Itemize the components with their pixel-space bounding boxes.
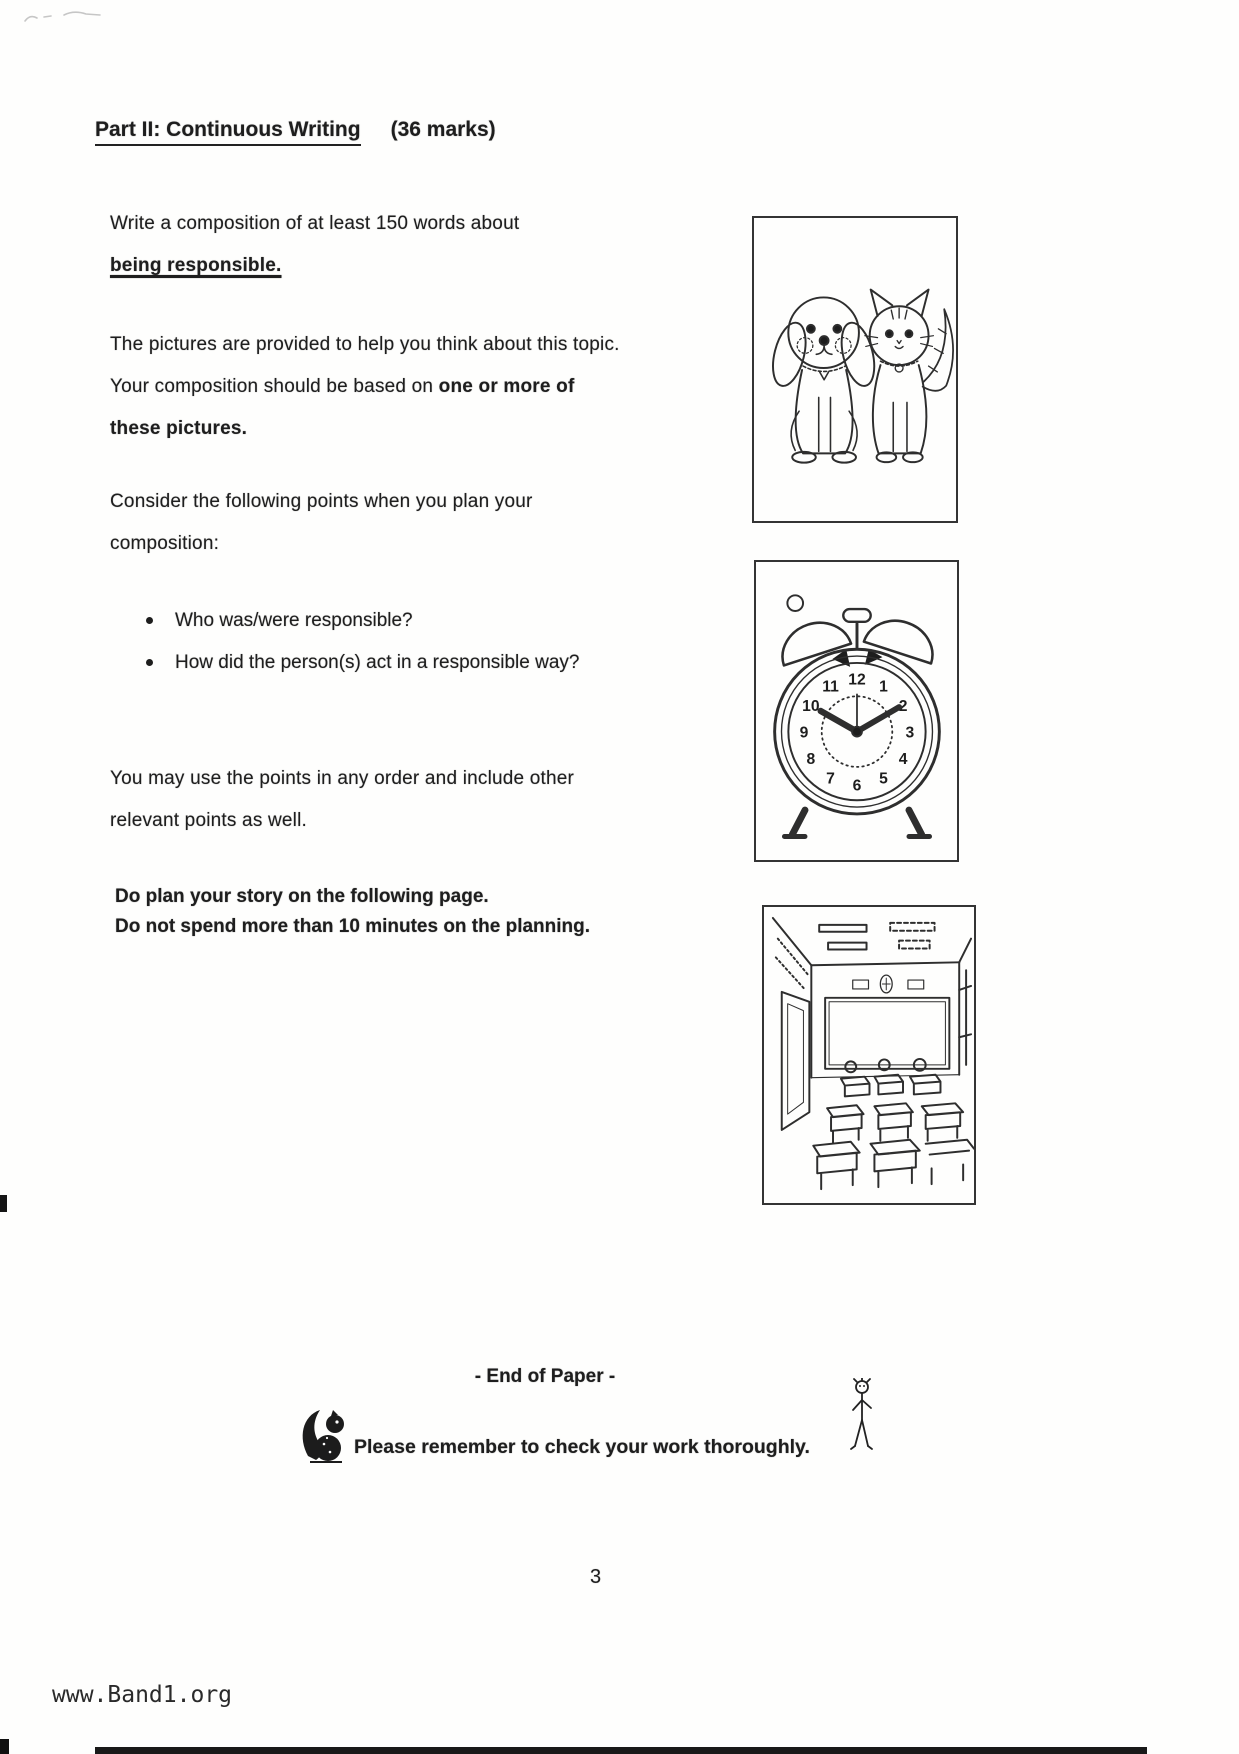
clock-number: 10 [802,698,820,715]
pictures-note-line2-bold: one or more of [438,376,575,397]
stick-figure-clipart [850,1378,874,1456]
classroom-door [782,992,810,1130]
figure-box-classroom [762,905,976,1205]
minute-hand [857,707,899,732]
clock-number: 4 [898,750,908,768]
bullet-icon [146,617,153,624]
pictures-note-line3-bold: these pictures. [110,418,248,439]
list-item [146,642,579,684]
section-marks: (36 marks) [390,118,496,141]
scan-edge-mark [0,1739,9,1754]
figure-box-pets [752,216,958,523]
plan-instructions [115,882,590,942]
consider-paragraph [110,481,533,565]
scan-edge-mark [0,1195,7,1212]
kitten-drawing [865,290,953,463]
squirrel-clipart [298,1404,346,1466]
point-text: How did the person(s) act in a responsible way? [175,652,580,673]
list-item [146,600,579,642]
end-of-paper-text: - End of Paper - [474,1366,616,1387]
composition-topic: being responsible. [110,255,282,276]
intro-paragraph [110,203,519,287]
clock-number: 9 [799,724,809,742]
pictures-note-paragraph [110,324,620,450]
consider-line1: Consider the following points when you plan your [110,491,533,512]
clock-number: 3 [905,724,915,742]
clock-number: 1 [879,678,888,696]
bullet-icon [146,659,153,666]
pictures-note-line1: The pictures are provided to help you think about this topic. [110,334,620,355]
clock-number: 12 [848,671,866,689]
page-number: 3 [590,1566,602,1588]
clock-number: 11 [822,678,839,696]
section-title: Part II: Continuous Writing [95,118,361,146]
order-line1: You may use the points in any order and include other [110,768,575,789]
clock-number: 8 [806,750,816,768]
consider-points-list [146,600,579,684]
plan-line2: Do not spend more than 10 minutes on the planning. [115,916,591,937]
alarm-clock-illustration [756,562,957,860]
hour-hand [821,711,857,732]
reminder-text: Please remember to check your work thoroughly. [354,1436,810,1458]
clock-center-pin [852,727,862,737]
puppy-and-kitten-illustration [754,218,956,521]
intro-line: Write a composition of at least 150 words about [110,213,520,234]
clock-hands [821,694,899,736]
order-note-paragraph [110,758,574,842]
section-heading [95,118,496,146]
point-text: Who was/were responsible? [175,610,413,631]
figure-box-clock [754,560,959,862]
scan-bottom-bar [95,1747,1147,1754]
clock-number: 6 [852,777,862,795]
classroom-ceiling-lights [819,923,934,950]
plan-line1: Do plan your story on the following page. [115,886,489,907]
watermark-text: www.Band1.org [52,1682,233,1708]
consider-line2: composition: [110,533,220,554]
order-line2: relevant points as well. [110,810,308,831]
classroom-blackboard [825,975,949,1069]
pictures-note-line2-plain: Your composition should be based on [110,376,439,397]
classroom-illustration [764,907,974,1203]
scan-scribble-mark [22,6,112,28]
puppy-drawing [767,297,880,462]
clock-number: 2 [898,698,908,715]
clock-number: 7 [826,770,835,788]
clock-number: 5 [879,770,888,788]
classroom-desks [813,1059,974,1189]
